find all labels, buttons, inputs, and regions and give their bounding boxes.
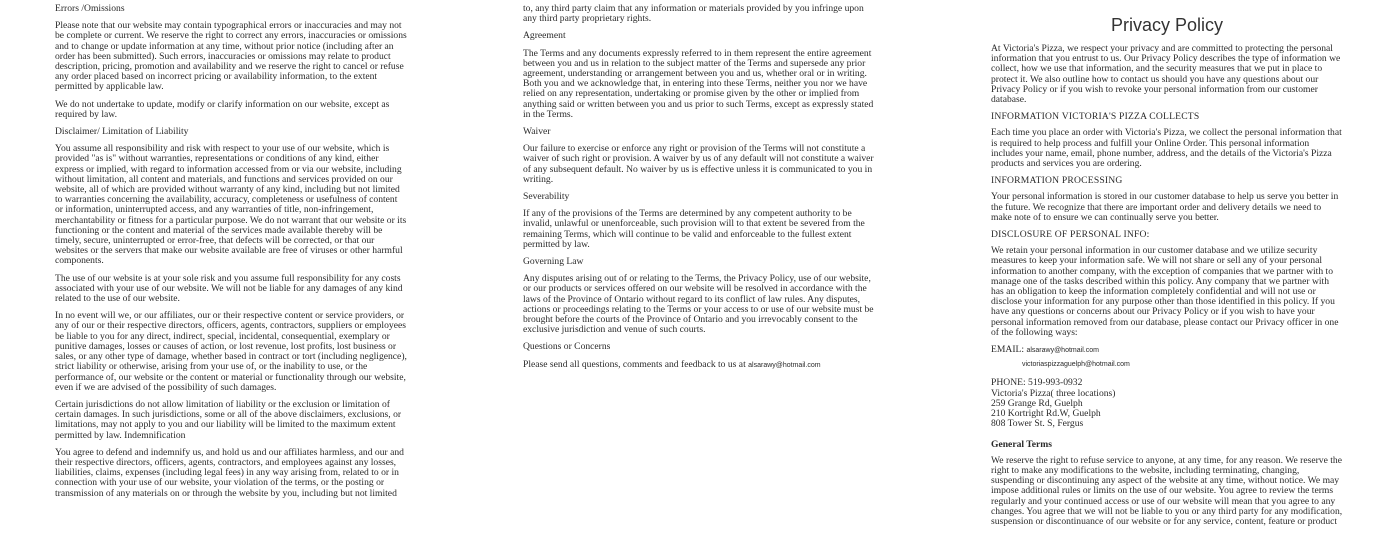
info-collects-heading: INFORMATION VICTORIA'S PIZZA COLLECTS xyxy=(991,111,1200,123)
address-tower: 808 Tower St. S, Fergus xyxy=(991,418,1084,430)
address-kortright: 210 Kortright Rd.W, Guelph xyxy=(991,408,1101,420)
governing-law-paragraph: Any disputes arising out of or relating to the Terms, the Privacy Policy, use of our website, or our products or services offered on our website will be resolved in accordance with the laws of the Province of Ontario without regard to its conflict of law rules. Any disputes, actions or proceedings relating to the Terms or your access to or use of our website must be brought before the courts of the Province of Ontario and you irrevocably consent to the exclusive jurisdiction and venue of such courts. xyxy=(523,273,874,336)
email-label: EMAIL: xyxy=(991,344,1025,356)
agreement-paragraph: The Terms and any documents expressly referred to in them represent the entire agreement between you and us in relation to the subject matter of the Terms and supersede any prior agreement, understanding or arrangement between you and us, whether oral or in writing. Both you and we acknowledge that, in entering into these Terms, neither you nor we have relied on any representation, undertaking or promise given by the other or implied from anything said or written between you and us prior to such Terms, except as expressly stated in the Terms. xyxy=(523,47,874,120)
sole-risk-paragraph: The use of our website is at your sole risk and you assume full responsibility for any costs associated with your use of our website. We will not be liable for any damages of any kind related to the use of our website. xyxy=(55,272,403,305)
contact-address-block xyxy=(991,378,1343,429)
agreement-heading: Agreement xyxy=(523,30,566,42)
errors-paragraph: Please note that our website may contain typographical errors or inaccuracies and may not be complete or current. We reserve the right to correct any errors, inaccuracies or omissions and to change or update information at any time, without prior notice (including after an order has been submitted). Such errors, inaccuracies or omissions may relate to product description, pricing, promotion and availability and we reserve the right to cancel or refuse any order placed based on incorrect pricing or availability information, to the extent permitted by applicable law. xyxy=(55,20,407,93)
terms-column-left xyxy=(55,4,407,506)
privacy-intro-paragraph: At Victoria's Pizza, we respect your privacy and are committed to protecting the personal information that you entrust to us. Our Privacy Policy describes the type of information we collect, how we use that information, and the security measures that we put in place to protect it. We also outline how to contact us should you have any questions about our Privacy Policy or if you wish to revoke your personal information from our customer database. xyxy=(991,43,1341,106)
waiver-paragraph: Our failure to exercise or enforce any right or provision of the Terms will not constitute a waiver of such right or provision. A waiver by us of any default will not constitute a waiver of any subsequent default. No waiver by us is effective unless it is communicated to you in writing. xyxy=(523,143,874,185)
email-link-secondary[interactable]: victoriaspizzaguelph@hotmail.com xyxy=(1022,361,1130,369)
info-processing-heading: INFORMATION PROCESSING xyxy=(991,175,1123,187)
locations-line: Victoria's Pizza( three locations) xyxy=(991,387,1116,399)
privacy-policy-title: Privacy Policy xyxy=(1110,15,1224,35)
governing-law-heading: Governing Law xyxy=(523,256,584,268)
no-event-paragraph: In no event will we, or our affiliates, our or their respective content or service providers, or any of our or their respective directors, officers, agents, contractors, suppliers or employees be liable to you for any direct, indirect, special, incidental, consequential, exemplary or punitive damages, losses or causes of action, or lost revenue, lost profits, lost business or sales, or any other type of damage, whether based in contract or tort (including negligence), strict liability or otherwise, arising from your use of, or the inability to use, or the performance of, our website or the content or material or functionality through our website, even if we are advised of the possibility of such damages. xyxy=(55,310,407,393)
indemnify-paragraph: You agree to defend and indemnify us, and hold us and our affiliates harmless, and our and their respective directors, officers, agents, contractors, and employees against any losses, liabilities, claims, expenses (including legal fees) in any way arising from, related to or in connection with your use of our website, your violation of the terms, or the posting or transmission of any materials on or through the website by you, including but not limited xyxy=(55,446,404,499)
privacy-policy-column xyxy=(991,14,1343,534)
jurisdictions-paragraph: Certain jurisdictions do not allow limitation of liability or the exclusion or limitation of certain damages. In such jurisdictions, some or all of the above disclaimers, exclusions, or limitations, may not apply to you and our liability will be limited to the maximum extent permitted by law. Indemnification xyxy=(55,398,402,441)
info-collects-paragraph: Each time you place an order with Victoria's Pizza, we collect the personal information that is required to help process and fulfill your Online Order. This personal information includes your name, email, phone number, address, and the details of the Victoria's Pizza products and services you are ordering. xyxy=(991,127,1342,170)
general-terms-paragraph: We reserve the right to refuse service to anyone, at any time, for any reason. We reserve the right to make any modifications to the website, including terminating, changing, suspending or discontinuing any aspect of the website at any time, without notice. We may impose additional rules or limits on the use of our website. You agree to review the terms regularly and your continued access or use of our website will mean that you agree to any changes. You agree that we will not be liable to you or any third party for any modification, suspension or discontinuance of our website or for any service, content, feature or product xyxy=(991,454,1343,527)
disclosure-heading: DISCLOSURE OF PERSONAL INFO: xyxy=(991,229,1150,241)
email-link-primary[interactable]: alsarawy@hotmail.com xyxy=(1026,347,1099,355)
email-line xyxy=(991,345,1343,356)
general-terms-heading: General Terms xyxy=(991,438,1053,450)
severability-heading: Severability xyxy=(523,191,570,203)
severability-paragraph: If any of the provisions of the Terms are determined by any competent authority to be invalid, unlawful or unenforceable, such provision will to that extent be severed from the remaining Terms, which will continue to be valid and enforceable to the fullest extent permitted by law. xyxy=(523,208,865,250)
info-processing-paragraph: Your personal information is stored in our customer database to help us serve you better in the future. We recognize that there are important order and delivery details we need to make note of to ensure we can continually serve you better. xyxy=(991,191,1339,223)
address-grange: 259 Grange Rd, Guelph xyxy=(991,397,1083,409)
disclosure-paragraph: We retain your personal information in our customer database and we utilize security measures to keep your information safe. We will not share or sell any of your personal information to another company, with the exception of companies that we partner with to manage one of the tasks described within this policy. Any company that we partner with has an obligation to keep the information completely confidential and will not use or disclose your information for any purpose other than those identified in this policy. If you have any questions or concerns about our Privacy Policy or if you wish to have your personal information removed from our database, please contact our Privacy officer in one of the following ways: xyxy=(991,245,1339,338)
disclaimer-heading: Disclaimer/ Limitation of Liability xyxy=(55,126,189,138)
questions-text: Please send all questions, comments and feedback to us at xyxy=(523,358,746,370)
questions-heading: Questions or Concerns xyxy=(523,341,611,353)
errors-omissions-heading: Errors /Omissions xyxy=(55,3,125,14)
phone-line: PHONE: 519-993-0932 xyxy=(991,377,1083,389)
terms-column-middle xyxy=(523,4,875,378)
responsibility-paragraph: You assume all responsibility and risk with respect to your use of our website, which is provided "as is" without warranties, representations or conditions of any kind, either express or implied, with regard to information accessed from or via our website, including without limitation, all content and materials, and functions and services provided on our website, all of which are provided without warranty of any kind, including but not limited to warranties concerning the availability, accuracy, completeness or usefulness of content or information, uninterrupted access, and any warranties of title, non-infringement, merchantability or fitness for a particular purpose. We do not warrant that our website or its functioning or the content and material of the services made available thereby will be timely, secure, uninterrupted or error-free, that defects will be corrected, or that our websites or the servers that make our website available are free of viruses or other harmful components. xyxy=(55,143,407,267)
update-paragraph: We do not undertake to update, modify or clarify information on our website, except as required by law. xyxy=(55,98,390,120)
continuation-paragraph: to, any third party claim that any information or materials provided by you infringe upon any third party proprietary rights. xyxy=(523,3,864,25)
waiver-heading: Waiver xyxy=(523,126,551,138)
contact-email-link[interactable]: alsarawy@hotmail.com xyxy=(748,361,821,369)
questions-paragraph xyxy=(523,360,875,371)
